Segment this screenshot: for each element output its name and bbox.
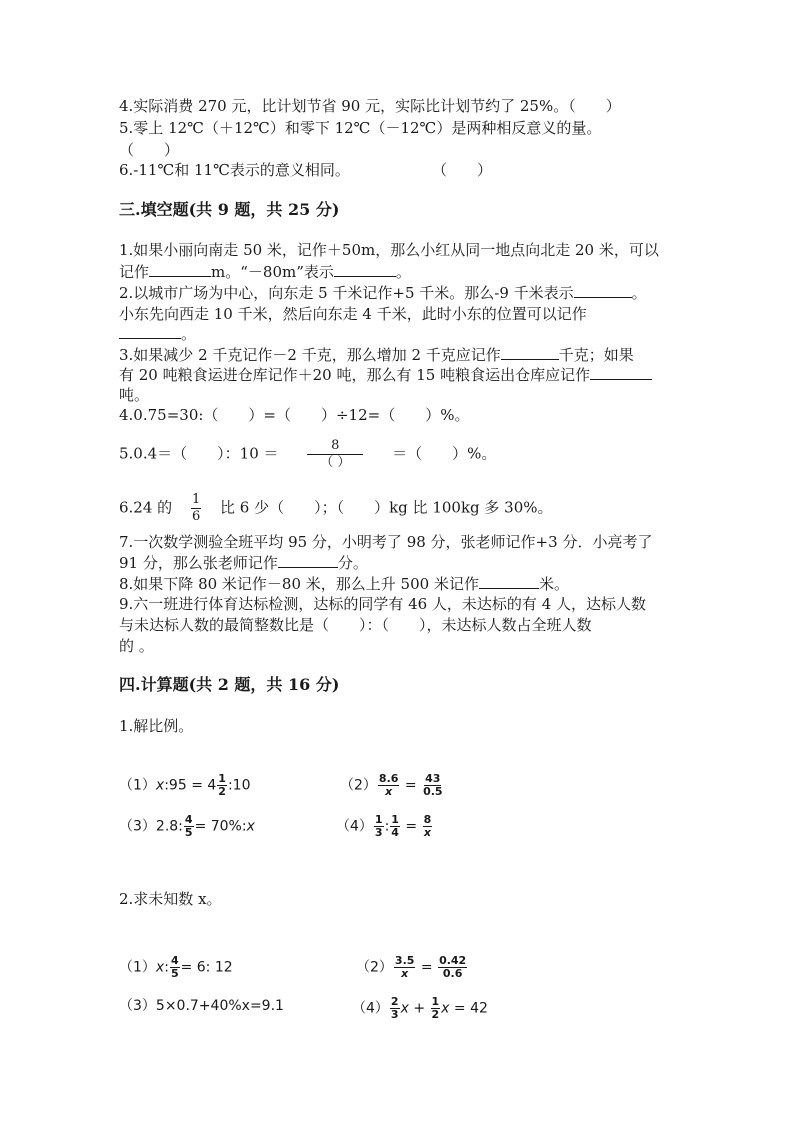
fraction: $\frac{8.6}{x}$ (378, 772, 399, 798)
equation-2: （2） $\frac{3.5}{x}$ = $\frac{0.42}{0.6}$ (356, 954, 467, 980)
answer-blank[interactable] (119, 324, 181, 339)
fraction: $\frac{1}{3}$ (374, 813, 383, 839)
answer-blank[interactable] (590, 365, 652, 380)
proportion-3: （3）2.8: $\frac{4}{5}$ = 70%:x (119, 813, 255, 839)
fraction: $\frac{4}{5}$ (184, 813, 193, 839)
fraction: $\frac{1}{4}$ (391, 813, 399, 839)
fill-question-2-line2: 小东先向西走 10 千米，然后向东走 4 千米，此时小东的位置可以记作 (119, 305, 587, 323)
fill-question-3-line3: 吨。 (119, 386, 150, 404)
calc-question-1-title: 1.解比例。 (119, 717, 194, 735)
fraction: $\frac{0.42}{0.6}$ (439, 954, 467, 980)
fill-question-9-line1: 9.六一班进行体育达标检测，达标的同学有 46 人，未达标的有 4 人，达标人数 (119, 595, 647, 613)
fraction-one-sixth: $\frac{1}{6}$ (191, 492, 201, 524)
section-title-fill: 三.填空题(共 9 题，共 25 分) (119, 200, 340, 219)
fraction: $\frac{2}{3}$ (390, 995, 399, 1021)
section-title-calc: 四.计算题(共 2 题，共 16 分) (119, 675, 340, 694)
judge-question-5-answer: （ ） (119, 141, 180, 159)
fill-question-7-line1: 7.一次数学测验全班平均 95 分，小明考了 98 分，张老师记作+3 分．小亮考了 (119, 533, 653, 551)
fraction: $\frac{4}{5}$ (170, 954, 179, 980)
fraction: $\frac{1}{2}$ (218, 772, 226, 798)
fill-question-3-line2: 有 20 吨粮食运进仓库记作＋20 吨，那么有 15 吨粮食运出仓库应记作 (119, 365, 652, 385)
equation-3: （3）5×0.7+40%x=9.1 (119, 998, 284, 1014)
fill-question-9-line3: 的 。 (119, 637, 154, 655)
fill-question-6: 6.24 的 $\frac{1}{6}$ 比 6 少（ ）；（ ）kg 比 100kg 多 30%。 (119, 492, 553, 524)
fill-question-7-line2: 91 分，那么张老师记作 分。 (119, 554, 368, 572)
proportion-4: （4） $\frac{1}{3}$ : $\frac{1}{4}$ = $\frac{8}{x}$ (336, 813, 432, 839)
fill-question-8: 8.如果下降 80 米记作－80 米，那么上升 500 米记作 米。 (119, 575, 569, 593)
answer-blank[interactable] (149, 262, 211, 277)
judge-question-4: 4.实际消费 270 元，比计划节省 90 元，实际比计划节约了 25%。（ ） (119, 97, 621, 115)
fill-question-2-line1: 2.以城市广场为中心，向东走 5 千米记作+5 千米。那么-9 千米表示 。 (119, 284, 647, 302)
fraction: $\frac{1}{2}$ (431, 995, 440, 1021)
fill-question-2-line3: 。 (119, 324, 196, 344)
answer-blank[interactable] (334, 262, 396, 277)
judge-question-6: 6.-11℃和 11℃表示的意义相同。 (119, 161, 350, 179)
equation-4: （4） $\frac{2}{3}$ x + $\frac{1}{2}$ x = 42 (352, 995, 488, 1021)
fraction-8-over-blank: $\frac{8}{( )}$ (307, 438, 363, 471)
proportion-2: （2） $\frac{8.6}{x}$ = $\frac{43}{0.5}$ (340, 772, 443, 798)
fraction: $\frac{8}{x}$ (423, 813, 432, 839)
calc-question-2-title: 2.求未知数 x。 (119, 890, 222, 908)
fraction: $\frac{43}{0.5}$ (423, 772, 443, 798)
fill-question-9-line2: 与未达标人数的最简整数比是（ ）：（ ），未达标人数占全班人数 (119, 616, 592, 634)
fraction: $\frac{3.5}{x}$ (394, 954, 415, 980)
judge-question-5: 5.零上 12℃（＋12℃）和零下 12℃（－12℃）是两种相反意义的量。 (119, 119, 602, 137)
proportion-1: （1）x:95 = 4 $\frac{1}{2}$ :10 (119, 772, 251, 798)
answer-blank[interactable] (501, 345, 559, 360)
answer-blank[interactable] (479, 574, 539, 589)
answer-blank[interactable] (278, 553, 338, 568)
fill-question-5: 5.0.4＝（ ）：10 ＝ $\frac{8}{( )}$ ＝（ ）%。 (119, 438, 497, 470)
fill-question-3-line1: 3.如果减少 2 千克记作－2 千克，那么增加 2 千克应记作 千克；如果 (119, 346, 634, 364)
answer-blank[interactable] (574, 283, 632, 298)
fill-question-1-line1: 1.如果小丽向南走 50 米，记作＋50m，那么小红从同一地点向北走 20 米，可以 (119, 241, 659, 259)
fill-question-4: 4.0.75=30:（ ）=（ ）÷12=（ ）%。 (119, 406, 470, 424)
equation-1: （1）x: $\frac{4}{5}$ = 6: 12 (119, 954, 233, 980)
judge-question-6-answer: （ ） (432, 161, 493, 179)
fill-question-1-line2: 记作 m。“－80m”表示 。 (119, 263, 411, 281)
